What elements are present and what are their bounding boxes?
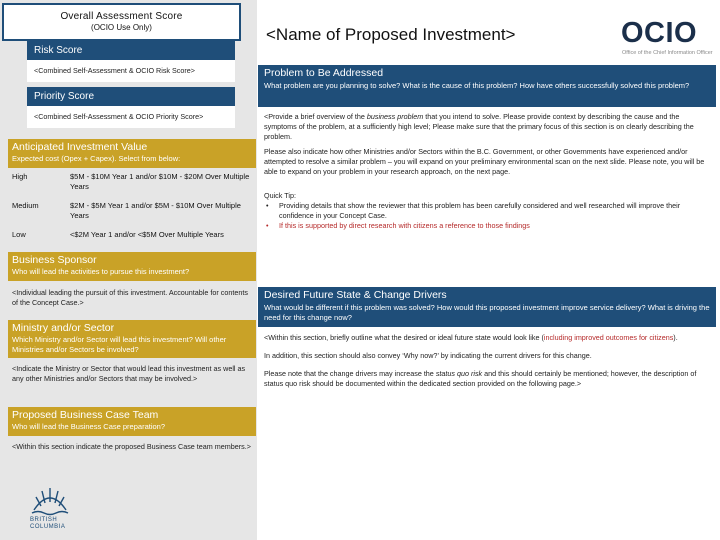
cost-label: Low [12, 230, 26, 239]
investment-question: Expected cost (Opex + Capex). Select from below: [12, 154, 181, 163]
bc-wordmark-line1: BRITISH [30, 517, 58, 523]
problem-para1-italic: business problem [366, 112, 424, 121]
future-state-question: What would be different if this problem was solved? How would this proposed investment improve service delivery? What is driving the need for this change now? [264, 303, 710, 322]
cost-value: $5M - $10M Year 1 and/or $10M - $20M Over Multiple Years [70, 172, 250, 191]
problem-para1-part-a: <Provide a brief overview of the [264, 112, 367, 121]
future-paragraph-1 [264, 333, 706, 343]
quick-tip-label: Quick Tip: [264, 191, 296, 200]
sponsor-header [8, 252, 256, 281]
future-state-header [258, 287, 716, 327]
ministry-header [8, 320, 256, 358]
problem-title: Problem to Be Addressed [264, 67, 384, 79]
header [258, 3, 606, 61]
cost-label: High [12, 172, 28, 181]
assessment-score-box [2, 3, 241, 41]
future-paragraph-3 [264, 369, 706, 389]
cost-value: <$2M Year 1 and/or <$5M Over Multiple Years [70, 230, 224, 239]
assessment-subtitle: (OCIO Use Only) [91, 23, 152, 32]
risk-score-value: <Combined Self-Assessment & OCIO Risk Score> [27, 60, 235, 82]
future-state-title: Desired Future State & Change Drivers [264, 289, 447, 301]
bc-government-logo [28, 480, 72, 540]
problem-para1-part-b: that you intend to solve. Please provide context by describing the cause and the symptoms of the problem, at a sufficiently high level; Please make sure that the primary focus of this section is on clearly describing the problem. [264, 112, 694, 141]
future-para1-part-a: <Within this section, briefly outline what the desired or ideal future state would look like ( [264, 333, 544, 342]
team-header [8, 407, 256, 436]
priority-score-header: Priority Score [27, 87, 235, 106]
future-para3-part-a: Please note that the change drivers may increase the [264, 369, 436, 378]
quick-tip-item: • Providing details that show the reviewer that this problem has been carefully considered and well researched will improve their confidence in your Concept Case. [264, 201, 706, 221]
future-para1-part-b: ). [673, 333, 678, 342]
team-question: Who will lead the Business Case preparation? [12, 422, 165, 431]
risk-score-header: Risk Score [27, 41, 235, 60]
investment-header [8, 139, 256, 168]
sponsor-question: Who will lead the activities to pursue this investment? [12, 267, 190, 276]
bc-wordmark-line2: COLUMBIA [30, 524, 66, 530]
investment-title: Anticipated Investment Value [12, 141, 148, 153]
ocio-logo-subtitle: Office of the Chief Information Officer [622, 50, 713, 56]
ministry-question: Which Ministry and/or Sector will lead this investment? Will other Ministries and/or Sectors be involved? [12, 335, 227, 354]
team-title: Proposed Business Case Team [12, 409, 159, 421]
future-para1-red: including improved outcomes for citizens [543, 333, 674, 342]
future-state-body [264, 333, 706, 389]
future-para3-part-b: and this should certainly be mentioned; however, the description of status quo risk should be documented within the dedicated section provided on the following page.> [264, 369, 697, 388]
bc-wordmark [30, 517, 65, 531]
problem-question: What problem are you planning to solve? What is the cause of this problem? How have others successfully solved this problem? [264, 81, 690, 90]
page-title: <Name of Proposed Investment> [266, 25, 516, 44]
problem-header [258, 65, 716, 107]
ocio-logo: OCIO [621, 17, 698, 49]
priority-score-value: <Combined Self-Assessment & OCIO Priority Score> [27, 106, 235, 128]
problem-paragraph-1 [264, 112, 706, 142]
sponsor-text: <Individual leading the pursuit of this investment. Accountable for contents of the Concept Case.> [12, 288, 248, 307]
sponsor-title: Business Sponsor [12, 254, 97, 266]
future-paragraph-2: In addition, this section should also convey ‘Why now?’ by indicating the current drivers for this change. [264, 351, 592, 360]
future-para3-italic: status quo risk [435, 369, 483, 378]
quick-tip-list [264, 201, 706, 231]
problem-paragraph-2: Please also indicate how other Ministries and/or Sectors within the B.C. Government, or other Governments have experienced and/or attempted to resolve a similar problem – you will expand on your preliminary environmental scan on the next slide. Please note, you will be able to expand on your problem in your research approach, on the next page. [264, 147, 705, 176]
quick-tip-item: • If this is supported by direct research with citizens a reference to those findings [264, 221, 706, 231]
team-text: <Within this section indicate the proposed Business Case team members.> [12, 442, 251, 451]
problem-body [264, 112, 706, 231]
cost-value: $2M - $5M Year 1 and/or $5M - $10M Over Multiple Years [70, 201, 241, 220]
ministry-text: <Indicate the Ministry or Sector that would lead this investment as well as any other Ministries and/or Sectors that may be involved.> [12, 364, 246, 383]
assessment-title: Overall Assessment Score [60, 11, 183, 22]
cost-label: Medium [12, 201, 39, 210]
ministry-title: Ministry and/or Sector [12, 322, 115, 334]
